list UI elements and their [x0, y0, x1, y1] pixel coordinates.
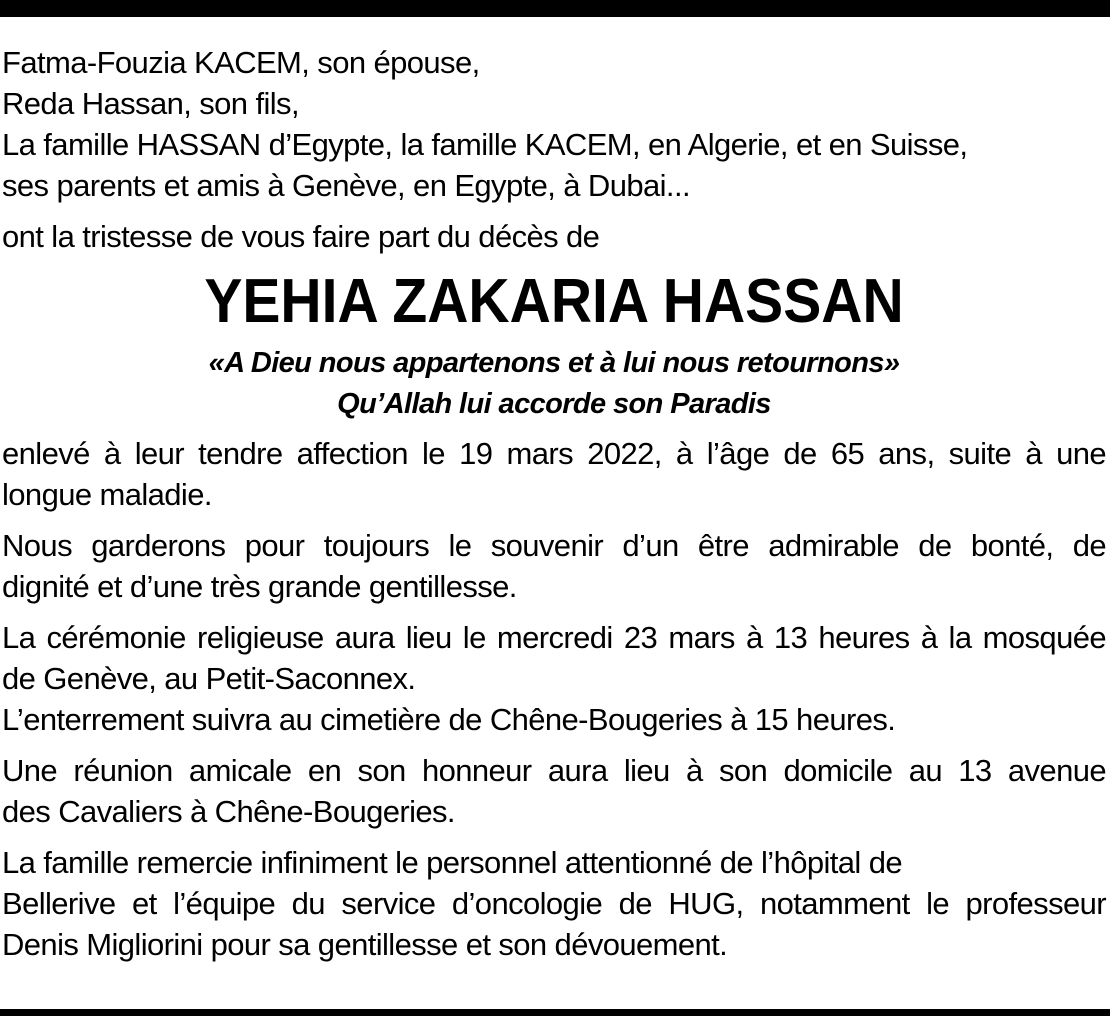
family-list — [2, 42, 1106, 206]
thanks-paragraph — [2, 842, 1106, 965]
gathering-line: des Cavaliers à Chêne-Bougeries. — [2, 794, 455, 829]
top-border-rule — [0, 0, 1110, 17]
bottom-border-rule — [0, 1009, 1110, 1016]
death-paragraph — [2, 433, 1106, 515]
gathering-line: Une réunion amicale en son honneur aura lieu à son domicile au 13 avenue — [2, 753, 1106, 788]
death-line: enlevé à leur tendre affection le 19 mars 2022, à l’âge de 65 ans, suite à une — [2, 436, 1106, 471]
announcement-line: ont la tristesse de vous faire part du décès de — [2, 219, 600, 254]
death-line: longue maladie. — [2, 477, 212, 512]
thanks-line: La famille remercie infiniment le personnel attentionné de l’hôpital de — [2, 845, 903, 880]
memory-line: dignité et d’une très grande gentillesse. — [2, 569, 517, 604]
family-line: Reda Hassan, son fils, — [2, 86, 299, 121]
memory-line: Nous garderons pour toujours le souvenir d’un être admirable de bonté, de — [2, 528, 1106, 563]
burial-line: L’enterrement suivra au cimetière de Chêne-Bougeries à 15 heures. — [2, 702, 896, 737]
religious-quote — [2, 343, 1106, 425]
deceased-name: YEHIA ZAKARIA HASSAN — [204, 267, 904, 336]
ceremony-paragraph — [2, 617, 1106, 740]
quote-line: «A Dieu nous appartenons et à lui nous retournons» — [208, 347, 900, 379]
family-line: ses parents et amis à Genève, en Egypte, à Dubai... — [2, 168, 690, 203]
thanks-line: Denis Migliorini pour sa gentillesse et son dévouement. — [2, 927, 728, 962]
memory-paragraph — [2, 525, 1106, 607]
announcement-text — [2, 216, 1106, 257]
gathering-paragraph — [2, 750, 1106, 832]
quote-line: Qu’Allah lui accorde son Paradis — [337, 388, 771, 420]
obituary-notice — [2, 42, 1106, 965]
thanks-line: Bellerive et l’équipe du service d’oncologie de HUG, notamment le professeur — [2, 886, 1106, 921]
family-line: La famille HASSAN d’Egypte, la famille KACEM, en Algerie, et en Suisse, — [2, 127, 968, 162]
ceremony-line: de Genève, au Petit-Saconnex. — [2, 661, 416, 696]
family-line: Fatma-Fouzia KACEM, son épouse, — [2, 45, 480, 80]
ceremony-line: La cérémonie religieuse aura lieu le mercredi 23 mars à 13 heures à la mosquée — [2, 620, 1106, 655]
